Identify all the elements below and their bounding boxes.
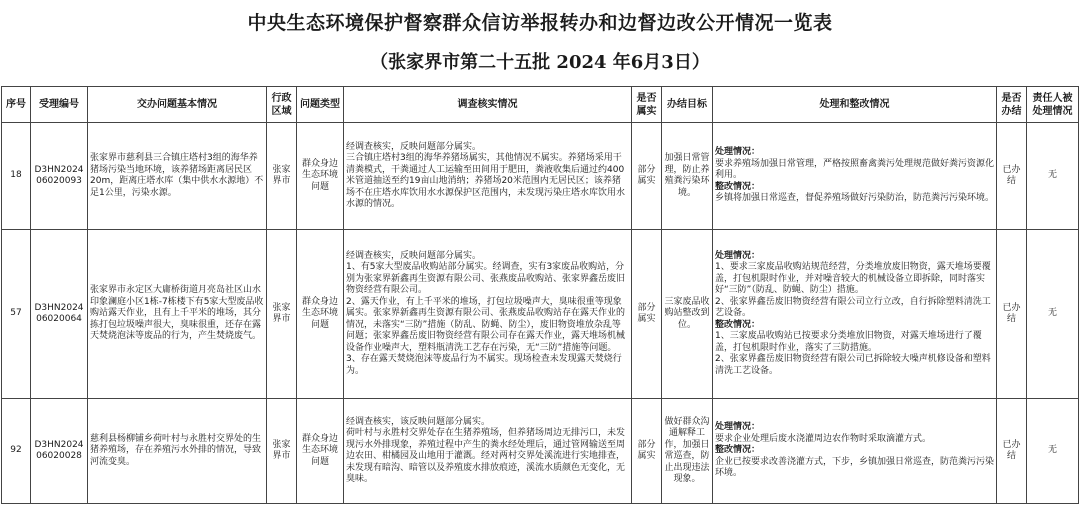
rectification-text: 企业已按要求改善浇灌方式，下步，乡镇加强日常巡查，防范粪污污染环境。 <box>715 456 995 479</box>
cell-region: 张家界市 <box>267 399 297 504</box>
cell-type: 群众身边生态环境问题 <box>297 123 344 230</box>
cell-accountability: 无 <box>1027 230 1079 399</box>
rectification-text: 1、三家废品收购站已按要求分类堆放旧物资，对露天堆场进行了覆盖，打包机限时作业，落实了三防措施。 2、张家界鑫岳废旧物资经营有限公司已拆除较大噪声机修设备和塑料清洗工艺设备。 <box>715 331 991 376</box>
page-title: 中央生态环境保护督察群众信访举报转办和边督边改公开情况一览表 <box>247 12 833 34</box>
header-type: 问题类型 <box>297 87 344 123</box>
cell-code: D3HN202406020093 <box>31 123 88 230</box>
cell-target: 做好群众沟通解释工作，加强日常巡查，防止出现违法现象。 <box>662 399 713 504</box>
report-table <box>1 86 1079 504</box>
cell-verified: 部分属实 <box>632 230 662 399</box>
cell-seq: 92 <box>2 399 31 504</box>
rectification-text: 乡镇将加强日常巡查，督促养殖场做好污染防治，防范粪污污染环境。 <box>715 193 995 204</box>
cell-code: D3HN202406020064 <box>31 230 88 399</box>
cell-closed: 已办结 <box>997 399 1027 504</box>
header-region: 行政区域 <box>267 87 297 123</box>
handling-text: 要求养殖场加强日常管理，严格按照畜禽粪污处理规范做好粪污资源化利用。 <box>715 158 995 181</box>
cell-seq: 18 <box>2 123 31 230</box>
header-verified: 是否属实 <box>632 87 662 123</box>
header-handling: 处理和整改情况 <box>713 87 997 123</box>
handling-label: 处理情况： <box>715 147 761 158</box>
table-row <box>2 399 1079 504</box>
handling-label: 处理情况： <box>715 422 761 433</box>
rectification-label: 整改情况： <box>715 181 761 192</box>
cell-summary: 张家界市慈利县三合镇庄塔村3组的海华养猪场污染当地环境，该养猪场距离居民区20m，距离庄塔水库（集中供水水源地）不足1公里，污染水源。 <box>88 123 267 230</box>
cell-type: 群众身边生态环境问题 <box>297 230 344 399</box>
rectification-label: 整改情况： <box>715 445 761 456</box>
cell-handling <box>713 230 997 399</box>
handling-text: 要求企业处理后废水浇灌周边农作物时采取滴灌方式。 <box>715 433 932 444</box>
cell-investigation: 经调查核实，该反映问题部分属实。 荷叶村与永胜村交界处存在生猪养殖场，但养猪场周边无排污口，未发现污水外排现象，养殖过程中产生的粪水经处理后，通过管网输送至周边农田、柑橘园及山地用于灌溉。经对两村交界处溪流进行实地排查，未发现有暗沟、暗管以及养殖废水排放痕迹，溪流水质颜色无变化，无臭味。 <box>344 399 632 504</box>
cell-verified: 部分属实 <box>632 399 662 504</box>
header-target: 办结目标 <box>662 87 713 123</box>
cell-code: D3HN202406020028 <box>31 399 88 504</box>
cell-verified: 部分属实 <box>632 123 662 230</box>
cell-summary: 张家界市永定区大庸桥街道月亮岛社区山水印象澜庭小区1栋-7栋楼下有5家大型废品收购站露天作业，且有上千平米的堆场，其分拣打包垃圾噪声很大，臭味很重，还存在露天焚烧泡沫等废品的行为，产生焚烧废气。 <box>88 230 267 399</box>
cell-accountability: 无 <box>1027 399 1079 504</box>
table-header-row <box>2 87 1079 123</box>
cell-target: 加强日常管理，防止养殖粪污染环境。 <box>662 123 713 230</box>
header-accountability: 责任人被处理情况 <box>1027 87 1079 123</box>
cell-region: 张家界市 <box>267 230 297 399</box>
table-row <box>2 123 1079 230</box>
handling-text: 1、要求三家废品收购站规范经营，分类堆放废旧物资，露天堆场要覆盖，打包机限时作业，并对噪音较大的机械设备立即拆除，同时落实好“三防”（防乱、防蝇、防尘）措施。 2、张家界鑫岳废旧物资经营有限公司立行立改，自行拆除塑料清洗工艺设备。 <box>715 262 991 319</box>
cell-investigation: 经调查核实，反映问题部分属实。 1、有5家大型废品收购站部分属实。经调查，实有3家废品收购站，分别为张家界新鑫再生资源有限公司、张燕废品收购站、张家界鑫岳废旧物资经营有限公司。 2、露天作业，有上千平米的堆场，打包垃圾噪声大，臭味很重等现象属实。张家界新鑫再生资源有限公司、张燕废品收购站存在露天作业的情况，未落实“三防”措施（防乱、防蝇、防尘），废旧物资堆放杂乱等问题；张家界鑫岳废旧物资经营有限公司存在露天作业，露天堆场机械设备作业噪声大，塑料瓶清洗工艺存在污染，无“三防”措施等问题。 3、存在露天焚烧泡沫等废品行为不属实。现场检查未发现露天焚烧行为。 <box>344 230 632 399</box>
table-row <box>2 230 1079 399</box>
header-closed: 是否办结 <box>997 87 1027 123</box>
cell-handling <box>713 123 997 230</box>
cell-seq: 57 <box>2 230 31 399</box>
cell-region: 张家界市 <box>267 123 297 230</box>
cell-closed: 已办结 <box>997 123 1027 230</box>
cell-handling <box>713 399 997 504</box>
header-code: 受理编号 <box>31 87 88 123</box>
cell-target: 三家废品收购站整改到位。 <box>662 230 713 399</box>
cell-summary: 慈利县杨柳铺乡荷叶村与永胜村交界处的生猪养殖场，存在养殖污水外排的情况，导致河流变臭。 <box>88 399 267 504</box>
cell-accountability: 无 <box>1027 123 1079 230</box>
header-summary: 交办问题基本情况 <box>88 87 267 123</box>
cell-investigation: 经调查核实，反映问题部分属实。 三合镇庄塔村3组的海华养猪场属实，其他情况不属实。养猪场采用干清粪模式，干粪通过人工运输至田间用于肥田，粪液收集后通过约400米管道抽送至约19亩山地消纳；养猪场20米范围内无居民区；该养猪场不在庄塔水库饮用水水源保护区范围内，未发现污染庄塔水库饮用水水源的情况。 <box>344 123 632 230</box>
page-subtitle: （张家界市第二十五批 2024 年6月3日） <box>370 52 710 73</box>
header-investigation: 调查核实情况 <box>344 87 632 123</box>
cell-closed: 已办结 <box>997 230 1027 399</box>
header-seq: 序号 <box>2 87 31 123</box>
rectification-label: 整改情况： <box>715 319 761 330</box>
handling-label: 处理情况： <box>715 250 761 261</box>
cell-type: 群众身边生态环境问题 <box>297 399 344 504</box>
